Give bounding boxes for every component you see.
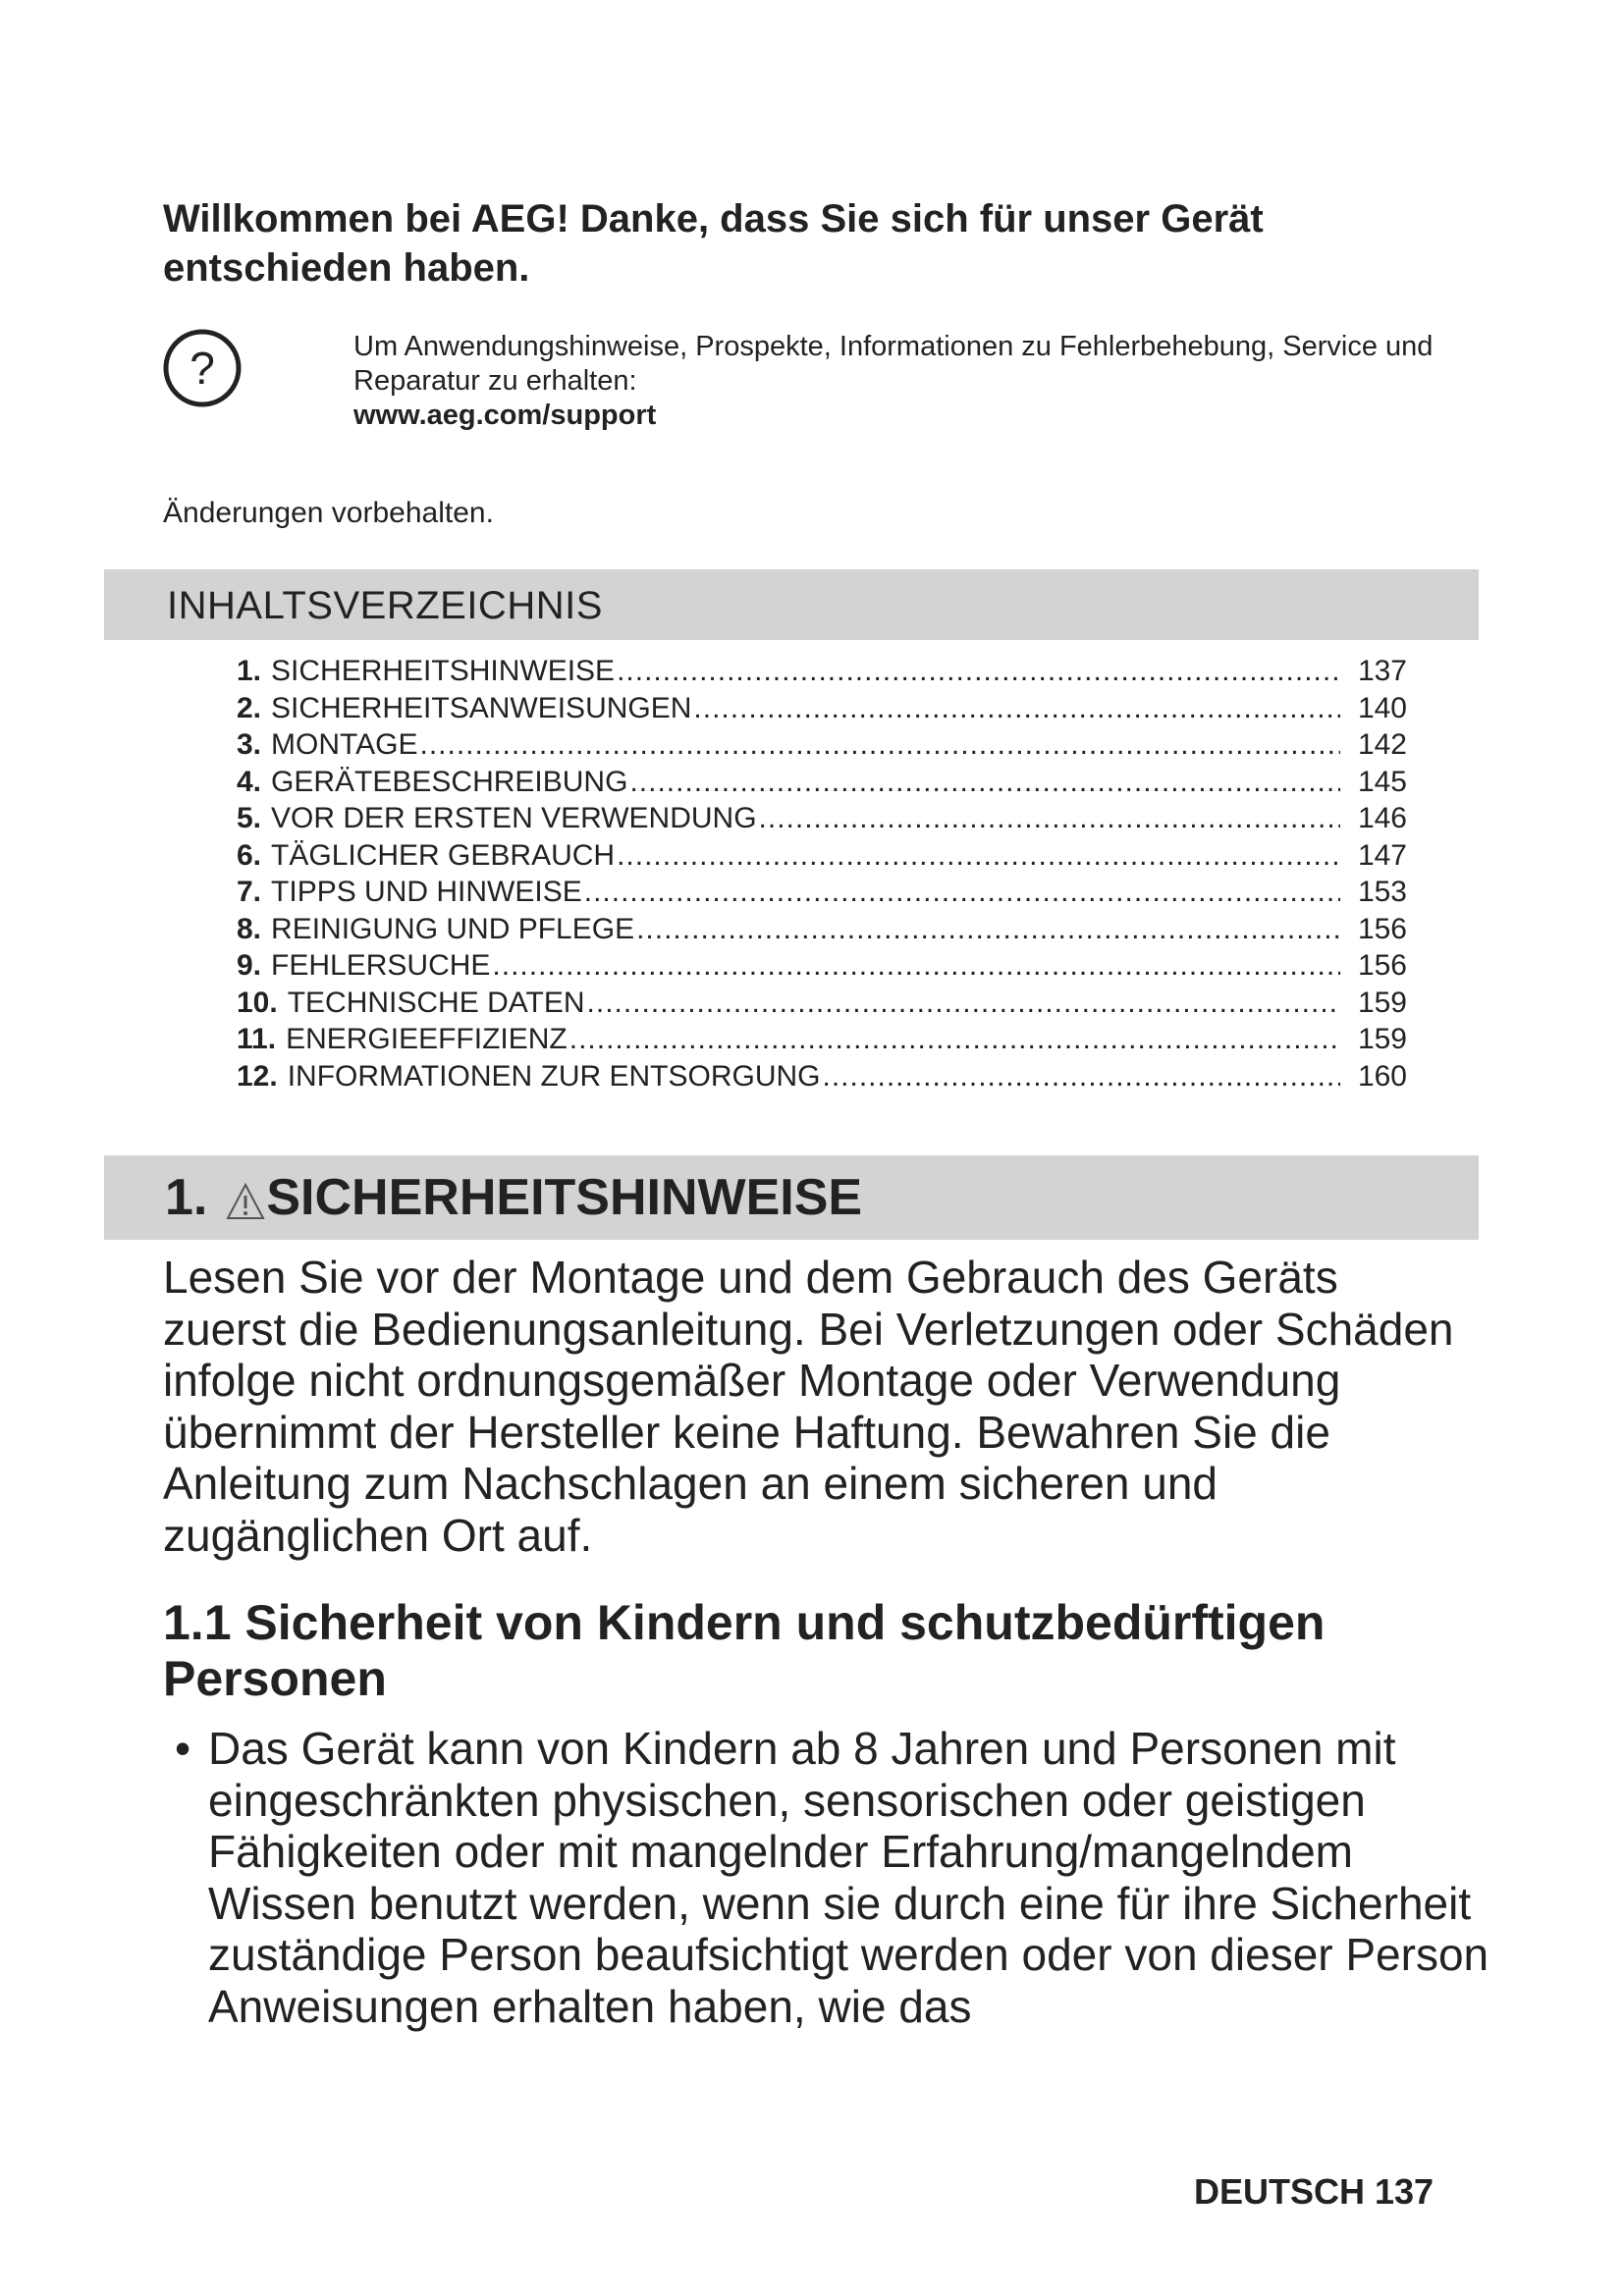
toc-item[interactable] [237, 1058, 1407, 1095]
toc-item[interactable] [237, 985, 1407, 1022]
toc-item-label: FEHLERSUCHE [271, 949, 491, 982]
toc-item-label: REINIGUNG UND PFLEGE [271, 912, 635, 945]
toc-item-label: VOR DER ERSTEN VERWENDUNG [271, 802, 757, 834]
toc-leader-dots [584, 874, 1340, 911]
toc-leader-dots [492, 947, 1340, 985]
toc-item-number: 6. [237, 838, 262, 872]
toc-leader-dots [617, 837, 1340, 875]
toc-item-number: 9. [237, 949, 262, 982]
toc-item-page: 137 [1357, 655, 1407, 687]
toc-item-page: 159 [1357, 986, 1407, 1019]
toc-leader-dots [759, 800, 1340, 837]
changes-note: Änderungen vorbehalten. [163, 497, 494, 529]
toc-item-page: 147 [1357, 838, 1407, 872]
section-intro: Lesen Sie vor der Montage und dem Gebrauch des Geräts zuerst die Bedienungsanleitung. Bei Verletzungen oder Schäden infolge nicht ordnungsgemäßer Montage oder Verwendung übernimmt der Hersteller keine Haftung. Bewahren Sie die Anleitung zum Nachschlagen an einem sicheren und zugänglichen Ort auf. [163, 1252, 1454, 1561]
toc-item-label: SICHERHEITSANWEISUNGEN [271, 691, 692, 724]
support-info [353, 330, 1483, 433]
toc-item[interactable] [237, 764, 1407, 801]
toc-item-number: 1. [237, 655, 262, 687]
question-circle-icon [161, 327, 244, 409]
toc-leader-dots [636, 911, 1340, 948]
support-link[interactable]: www.aeg.com/support [353, 400, 657, 431]
toc-leader-dots [823, 1058, 1341, 1095]
toc-item-page: 142 [1357, 728, 1407, 761]
toc-item-page: 145 [1357, 765, 1407, 798]
subsection-heading: 1.1 Sicherheit von Kindern und schutzbedürftigen Personen [163, 1595, 1326, 1706]
bullet-item [163, 1723, 1504, 2032]
bullet-dot: • [175, 1723, 191, 1774]
toc-item-number: 8. [237, 912, 262, 945]
section-number: 1. [165, 1169, 208, 1226]
toc-leader-dots [629, 764, 1340, 801]
toc-leader-dots [693, 690, 1340, 727]
toc-item-label: SICHERHEITSHINWEISE [271, 655, 616, 687]
toc-item-label: INFORMATIONEN ZUR ENTSORGUNG [287, 1059, 821, 1093]
svg-text:?: ? [189, 343, 215, 394]
toc-item[interactable] [237, 947, 1407, 985]
toc-item-number: 10. [237, 986, 278, 1019]
toc-item-label: TÄGLICHER GEBRAUCH [271, 838, 616, 872]
table-of-contents [237, 653, 1407, 1095]
toc-item[interactable] [237, 837, 1407, 875]
section-title [165, 1168, 862, 1227]
toc-item[interactable] [237, 1021, 1407, 1058]
toc-item[interactable] [237, 911, 1407, 948]
toc-item-label: MONTAGE [271, 728, 418, 761]
toc-item-number: 2. [237, 691, 262, 724]
toc-item-label: TECHNISCHE DATEN [287, 986, 585, 1019]
toc-item-page: 140 [1357, 691, 1407, 724]
toc-item-page: 156 [1357, 912, 1407, 945]
section-header [104, 1155, 1479, 1240]
toc-item-label: TIPPS UND HINWEISE [271, 876, 582, 908]
toc-item[interactable] [237, 726, 1407, 764]
warning-triangle-icon [225, 1182, 266, 1221]
toc-header [104, 569, 1479, 640]
toc-item[interactable] [237, 874, 1407, 911]
toc-title: INHALTSVERZEICHNIS [167, 584, 603, 627]
toc-leader-dots [617, 653, 1340, 690]
bullet-text: Das Gerät kann von Kindern ab 8 Jahren und Personen mit eingeschränkten physischen, sensorischen oder geistigen Fähigkeiten oder mit mangelnder Erfahrung/mangelndem Wissen benutzt werden, wenn sie durch eine für ihre Sicherheit zuständige Person beaufsichtigt werden oder von dieser Person Anweisungen erhalten haben, wie das [208, 1723, 1489, 2032]
toc-item-page: 160 [1357, 1059, 1407, 1093]
toc-item-number: 7. [237, 876, 262, 908]
toc-leader-dots [587, 985, 1340, 1022]
section-title-text: SICHERHEITSHINWEISE [266, 1169, 863, 1226]
toc-item-number: 4. [237, 765, 262, 798]
toc-item-page: 146 [1357, 802, 1407, 834]
toc-item-number: 3. [237, 728, 262, 761]
toc-item-number: 5. [237, 802, 262, 834]
toc-item-number: 12. [237, 1059, 278, 1093]
toc-item[interactable] [237, 800, 1407, 837]
toc-item-page: 156 [1357, 949, 1407, 982]
toc-item[interactable] [237, 653, 1407, 690]
toc-item-label: ENERGIEEFFIZIENZ [286, 1023, 568, 1055]
toc-item-page: 153 [1357, 876, 1407, 908]
support-text: Um Anwendungshinweise, Prospekte, Informationen zu Fehlerbehebung, Service und Reparatur zu erhalten: [353, 331, 1434, 397]
toc-item[interactable] [237, 690, 1407, 727]
welcome-heading: Willkommen bei AEG! Danke, dass Sie sich für unser Gerät entschieden haben. [163, 197, 1264, 290]
toc-leader-dots [419, 726, 1340, 764]
toc-item-number: 11. [237, 1023, 277, 1055]
toc-leader-dots [569, 1021, 1340, 1058]
toc-item-label: GERÄTEBESCHREIBUNG [271, 765, 628, 798]
page-footer: DEUTSCH 137 [1194, 2171, 1435, 2212]
toc-item-page: 159 [1357, 1023, 1407, 1055]
